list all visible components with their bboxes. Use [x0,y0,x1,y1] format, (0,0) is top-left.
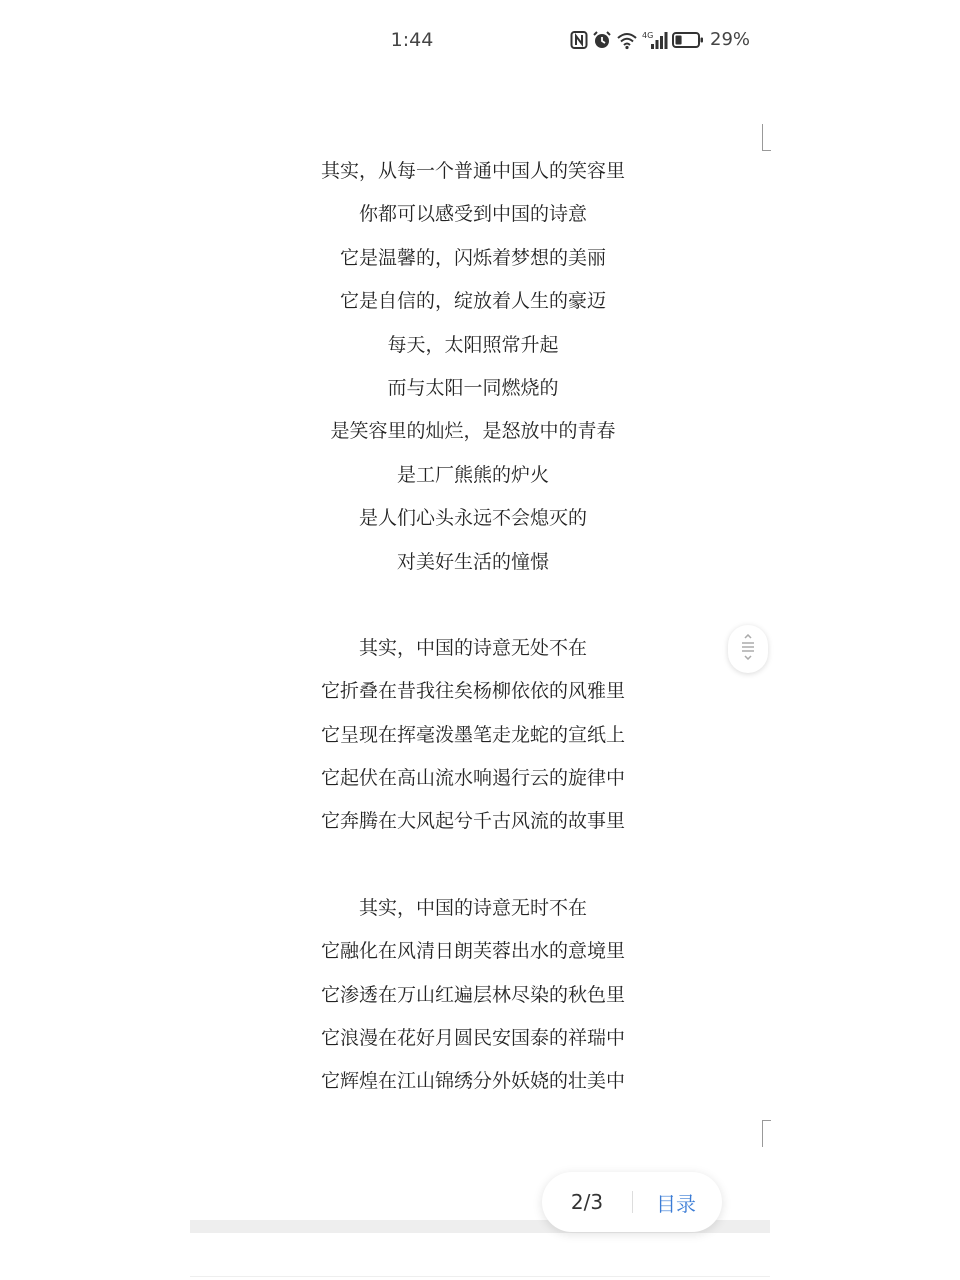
stanza-1 [190,150,756,584]
poem-line: 它渗透在万山红遍层林尽染的秋色里 [320,983,625,1006]
poem-line: 它融化在风清日朗芙蓉出水的意境里 [320,940,625,963]
battery-percent: 29% [710,29,751,50]
poem-line: 而与太阳一同燃烧的 [387,376,559,399]
toc-button[interactable]: 目录 [656,1191,696,1216]
alarm-icon [592,30,612,50]
poem-line: 它呈现在挥毫泼墨笔走龙蛇的宣纸上 [320,723,625,746]
wifi-icon [616,30,638,50]
poem-line: 其实，从每一个普通中国人的笑容里 [320,160,625,182]
poem-line: 是人们心头永远不会熄灭的 [358,507,587,530]
signal-icon [642,30,668,50]
poem-line: 是工厂熊熊的炉火 [396,463,549,486]
page-corner-bottom [762,1120,771,1147]
poem-line: 它折叠在昔我往矣杨柳依依的风雅里 [320,680,625,703]
page-navigator [542,1172,722,1232]
page-corner-top [762,124,771,151]
drag-handle-icon [739,634,757,664]
poem-line: 其实，中国的诗意无处不在 [358,636,587,659]
poem-line: 它起伏在高山流水响遏行云的旋律中 [320,767,625,790]
bottom-divider [190,1276,770,1277]
poem-line: 其实，中国的诗意无时不在 [358,896,587,919]
poem-line: 是笑容里的灿烂，是怒放中的青春 [330,420,616,443]
poem-line: 对美好生活的憧憬 [396,550,549,573]
poem-line: 它是温馨的，闪烁着梦想的美丽 [339,246,606,269]
poem-line: 它奔腾在大风起兮千古风流的故事里 [320,810,625,833]
poem-line: 它是自信的，绽放着人生的豪迈 [339,290,606,313]
poem-content [190,150,756,1104]
stanza-3 [190,887,756,1104]
battery-icon [672,30,704,50]
status-time: 1:44 [390,29,434,51]
page-indicator[interactable]: 2/3 [570,1190,604,1214]
poem-line: 它浪漫在花好月圆民安国泰的祥瑞中 [320,1027,625,1050]
svg-text:4G: 4G [642,31,654,40]
poem-line: 你都可以感受到中国的诗意 [358,203,587,226]
status-icons [570,26,760,54]
stanza-2 [190,627,756,844]
poem-line: 它辉煌在江山锦绣分外妖娆的壮美中 [320,1070,625,1093]
scroll-handle[interactable] [728,625,768,673]
nfc-icon [570,30,588,50]
poem-line: 每天，太阳照常升起 [387,333,559,356]
